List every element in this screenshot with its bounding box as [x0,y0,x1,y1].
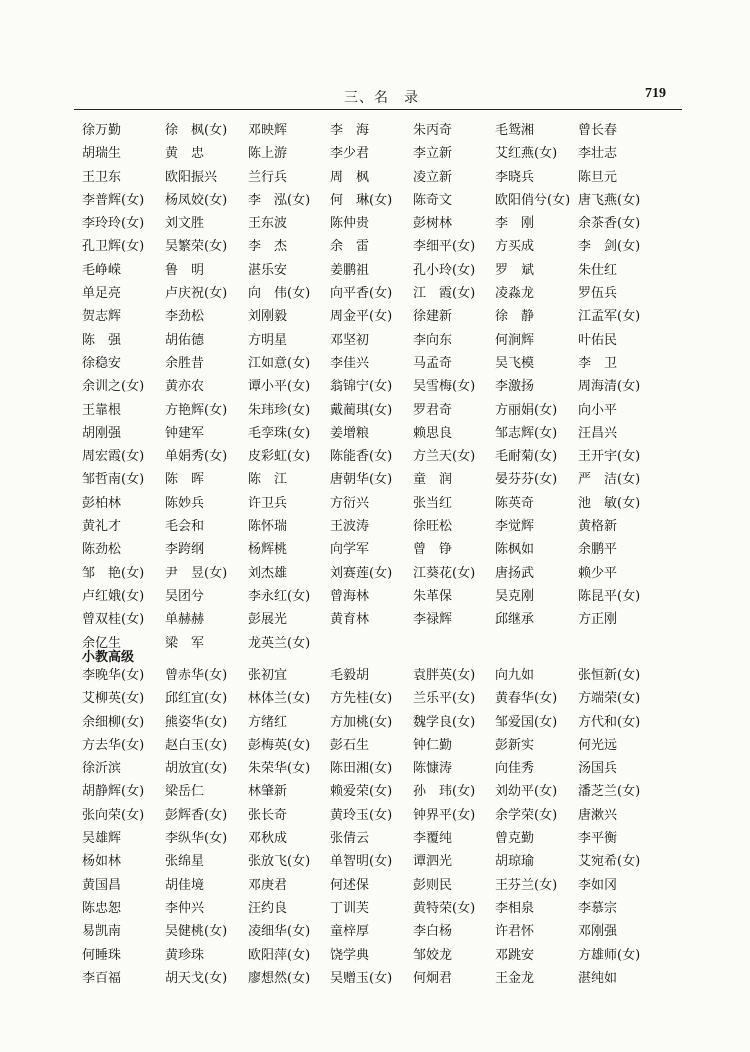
name-entry: 张绵星 [165,854,205,870]
name-row [0,422,750,445]
name-entry: 彭展光 [248,612,288,628]
name-entry: 毛峥嵘 [82,262,122,278]
name-row [0,119,750,142]
name-entry: 李跨纲 [165,542,205,558]
name-entry: 余 雷 [330,239,370,255]
name-entry: 陈劲松 [82,542,122,558]
name-entry: 李纵华(女) [165,831,228,847]
name-entry: 吴繁荣(女) [165,239,228,255]
name-entry: 谭小平(女) [248,379,311,395]
name-entry: 方雄师(女) [578,947,641,963]
name-entry: 翁锦宁(女) [330,379,393,395]
name-entry: 张向荣(女) [82,807,145,823]
name-entry: 黄亦农 [165,379,205,395]
name-entry: 江如意(女) [248,355,311,371]
name-entry: 赖思良 [413,425,453,441]
name-entry: 徐稳安 [82,355,122,371]
name-entry: 陈能香(女) [330,449,393,465]
name-entry: 张恒新(女) [578,668,641,683]
name-entry: 艾红燕(女) [495,146,558,162]
name-entry: 余胜昔 [165,355,205,371]
name-row [0,142,750,165]
name-entry: 吴团兮 [165,588,205,604]
name-entry: 李少君 [330,146,370,162]
name-entry: 王金龙 [495,970,535,986]
name-entry: 袁胖英(女) [413,668,476,683]
name-entry: 王开宇(女) [578,449,641,465]
name-entry: 黄礼才 [82,519,122,535]
name-row [0,468,750,491]
name-entry: 孙 玮(女) [413,784,476,800]
name-entry: 陈英奇 [495,495,535,511]
name-entry: 吴赠玉(女) [330,970,393,986]
name-entry: 许君怀 [495,924,535,940]
name-entry: 欧阳振兴 [165,169,218,185]
name-entry: 王波涛 [330,519,370,535]
name-entry: 池 敏(女) [578,495,641,511]
name-entry: 邹姣龙 [413,947,453,963]
name-entry: 黄珍珠 [165,947,205,963]
name-entry: 严 洁(女) [578,472,641,488]
name-entry: 黄玲玉(女) [330,807,393,823]
name-entry: 向 伟(女) [248,286,311,302]
name-entry: 张初宜 [248,668,288,683]
name-entry: 周 枫 [330,169,370,185]
name-entry: 李慕宗 [578,900,618,916]
name-entry: 江孟军(女) [578,309,641,325]
name-entry: 张放飞(女) [248,854,311,870]
name-entry: 梁 军 [165,635,205,651]
name-entry: 戴蔺琪(女) [330,402,393,418]
name-entry: 单娟秀(女) [165,449,228,465]
name-entry: 周海清(女) [578,379,641,395]
name-entry: 何述保 [330,877,370,893]
name-entry: 兰行兵 [248,169,288,185]
name-entry: 陈枫如 [495,542,535,558]
name-row [0,850,750,873]
name-entry: 徐沂滨 [82,761,122,777]
name-entry: 刘杰雄 [248,565,288,581]
name-entry: 向小平 [578,402,618,418]
name-entry: 方兰天(女) [413,449,476,465]
name-entry: 李壮志 [578,146,618,162]
name-entry: 李 剑(女) [578,239,641,255]
section-title: 三、名 录 [344,90,419,106]
name-entry: 李佳兴 [330,355,370,371]
name-entry: 何涧辉 [495,332,535,348]
name-entry: 彭梅英(女) [248,737,311,753]
name-entry: 陈奇文 [413,192,453,208]
name-row [0,329,750,352]
name-entry: 徐 枫(女) [165,123,228,138]
name-entry: 李 刚 [495,216,535,232]
name-entry: 杨辉桃 [248,542,288,558]
name-row [0,445,750,468]
name-entry: 李平衡 [578,831,618,847]
name-row [0,920,750,943]
name-entry: 曾双桂(女) [82,612,145,628]
name-entry: 何炯君 [413,970,453,986]
name-entry: 李 泓(女) [248,192,311,208]
name-row [0,585,750,608]
name-entry: 朱革保 [413,588,453,604]
name-entry: 方加桃(女) [330,714,393,730]
name-entry: 罗 斌 [495,262,535,278]
name-entry: 朱丙奇 [413,123,453,138]
page-number: 719 [645,86,666,101]
name-entry: 朱荣华(女) [248,761,311,777]
name-entry: 童 润 [413,472,453,488]
name-entry: 凌立新 [413,169,453,185]
name-entry: 向佳秀 [495,761,535,777]
name-entry: 马孟奇 [413,355,453,371]
name-entry: 黄育林 [330,612,370,628]
name-entry: 姜鹏祖 [330,262,370,278]
name-entry: 王卫东 [82,169,122,185]
header-rule [74,109,682,110]
name-entry: 胡瑞生 [82,146,122,162]
name-entry: 王芬兰(女) [495,877,558,893]
name-entry: 单赫赫 [165,612,205,628]
name-entry: 曾克勤 [495,831,535,847]
page-header [0,78,750,108]
name-row [0,235,750,258]
name-entry: 陈仲贵 [330,216,370,232]
name-entry: 晏芬芬(女) [495,472,558,488]
name-entry: 徐建新 [413,309,453,325]
name-entry: 刘刚毅 [248,309,288,325]
name-entry: 艾宛希(女) [578,854,641,870]
name-entry: 邱红宜(女) [165,691,228,707]
name-entry: 刘赛莲(女) [330,565,393,581]
name-row [0,259,750,282]
name-entry: 毛耐菊(女) [495,449,558,465]
name-row [0,515,750,538]
name-entry: 曾长春 [578,123,618,138]
name-entry: 谭泗光 [413,854,453,870]
name-entry: 周金平(女) [330,309,393,325]
name-entry: 陈 江 [248,472,288,488]
name-entry: 叶佑民 [578,332,618,348]
name-entry: 陈慷涛 [413,761,453,777]
name-entry: 向平香(女) [330,286,393,302]
name-entry: 彭则民 [413,877,453,893]
name-entry: 张当红 [413,495,453,511]
name-entry: 方正刚 [578,612,618,628]
name-entry: 李 卫 [578,355,618,371]
name-entry: 兰乐平(女) [413,691,476,707]
name-entry: 方衍兴 [330,495,370,511]
name-entry: 廖想然(女) [248,970,311,986]
name-entry: 曾赤华(女) [165,668,228,683]
name-row [0,375,750,398]
name-entry: 凌细华(女) [248,924,311,940]
name-entry: 彭辉香(女) [165,807,228,823]
name-entry: 江 霞(女) [413,286,476,302]
name-entry: 贺志辉 [82,309,122,325]
name-entry: 陈 强 [82,332,122,348]
name-entry: 邓庚君 [248,877,288,893]
name-entry: 杨如林 [82,854,122,870]
subheading: 小教高级 [82,650,135,665]
name-entry: 毛会和 [165,519,205,535]
name-row [0,352,750,375]
name-entry: 李晚华(女) [82,668,145,683]
name-entry: 朱仕红 [578,262,618,278]
name-row [0,804,750,827]
name-entry: 方去华(女) [82,737,145,753]
name-entry: 何睡珠 [82,947,122,963]
name-entry: 方先桂(女) [330,691,393,707]
name-entry: 鲁 明 [165,262,205,278]
name-entry: 欧阳俏兮(女) [495,192,571,208]
name-entry: 何光远 [578,737,618,753]
name-entry: 吴飞模 [495,355,535,371]
name-row [0,780,750,803]
name-entry: 王东波 [248,216,288,232]
name-row [0,897,750,920]
name-entry: 李永红(女) [248,588,311,604]
name-entry: 方丽娟(女) [495,402,558,418]
name-entry: 余鹏平 [578,542,618,558]
name-entry: 邓刚强 [578,924,618,940]
name-entry: 黄国昌 [82,877,122,893]
name-row [0,492,750,515]
name-entry: 汪约良 [248,900,288,916]
name-row [0,538,750,561]
name-entry: 邹哲南(女) [82,472,145,488]
name-entry: 李立新 [413,146,453,162]
name-row [0,967,750,990]
name-entry: 方明星 [248,332,288,348]
name-entry: 潘芝兰(女) [578,784,641,800]
name-list-b [0,664,750,990]
name-entry: 胡佳境 [165,877,205,893]
name-entry: 方绪红 [248,714,288,730]
name-entry: 曾 铮 [413,542,453,558]
name-entry: 陈昆平(女) [578,588,641,604]
name-row [0,212,750,235]
name-entry: 单智明(女) [330,854,393,870]
name-row [0,687,750,710]
name-entry: 钟界平(女) [413,807,476,823]
name-entry: 方端荣(女) [578,691,641,707]
name-entry: 陈怀瑞 [248,519,288,535]
name-entry: 艾柳英(女) [82,691,145,707]
name-entry: 彭石生 [330,737,370,753]
name-entry: 王靠根 [82,402,122,418]
name-entry: 邓坚初 [330,332,370,348]
name-row [0,189,750,212]
name-entry: 向九如 [495,668,535,683]
name-entry: 李 海 [330,123,370,138]
name-entry: 皮彩虹(女) [248,449,311,465]
name-row [0,305,750,328]
name-entry: 李劲松 [165,309,205,325]
name-entry: 易凯南 [82,924,122,940]
name-entry: 罗君奇 [413,402,453,418]
name-entry: 胡佑德 [165,332,205,348]
name-entry: 姜增粮 [330,425,370,441]
name-entry: 饶学典 [330,947,370,963]
name-entry: 黄特荣(女) [413,900,476,916]
name-row [0,827,750,850]
name-entry: 邹爱国(女) [495,714,558,730]
name-entry: 彭新实 [495,737,535,753]
name-entry: 卢庆祝(女) [165,286,228,302]
name-entry: 曾海林 [330,588,370,604]
name-row [0,282,750,305]
name-entry: 刘文胜 [165,216,205,232]
name-entry: 陈妙兵 [165,495,205,511]
name-entry: 汤国兵 [578,761,618,777]
name-entry: 龙英兰(女) [248,635,311,651]
name-entry: 湛纯如 [578,970,618,986]
name-entry: 李百福 [82,970,122,986]
name-entry: 胡琼瑜 [495,854,535,870]
name-row [0,562,750,585]
name-entry: 罗伍兵 [578,286,618,302]
name-entry: 黄春华(女) [495,691,558,707]
name-entry: 欧阳萍(女) [248,947,311,963]
name-entry: 李相泉 [495,900,535,916]
name-entry: 彭柏林 [82,495,122,511]
name-entry: 陈忠恕 [82,900,122,916]
name-row [0,608,750,631]
name-entry: 胡放宜(女) [165,761,228,777]
name-entry: 徐万勤 [82,123,122,138]
name-entry: 李 杰 [248,239,288,255]
name-entry: 胡天戈(女) [165,970,228,986]
name-entry: 黄 忠 [165,146,205,162]
name-entry: 孔小玲(女) [413,262,476,278]
name-entry: 陈田湘(女) [330,761,393,777]
name-entry: 吴雪梅(女) [413,379,476,395]
name-entry: 李白杨 [413,924,453,940]
name-entry: 熊姿华(女) [165,714,228,730]
name-entry: 卢红娥(女) [82,588,145,604]
name-entry: 方艳辉(女) [165,402,228,418]
name-entry: 何 琳(女) [330,192,393,208]
name-entry: 邓映辉 [248,123,288,138]
name-entry: 魏学良(女) [413,714,476,730]
name-entry: 余茶香(女) [578,216,641,232]
name-entry: 邓跳安 [495,947,535,963]
name-row [0,944,750,967]
name-entry: 尹 昱(女) [165,565,228,581]
name-row [0,399,750,422]
name-entry: 李覆纯 [413,831,453,847]
name-row [0,166,750,189]
name-entry: 吴克刚 [495,588,535,604]
name-entry: 杨凤姣(女) [165,192,228,208]
name-entry: 林体兰(女) [248,691,311,707]
name-entry: 徐旺松 [413,519,453,535]
name-entry: 许卫兵 [248,495,288,511]
name-entry: 李晓兵 [495,169,535,185]
name-entry: 陈旦元 [578,169,618,185]
name-entry: 刘幼平(女) [495,784,558,800]
name-entry: 李如冈 [578,877,618,893]
name-entry: 毛鸳湘 [495,123,535,138]
name-entry: 赖少平 [578,565,618,581]
name-entry: 向学军 [330,542,370,558]
name-entry: 邹志辉(女) [495,425,558,441]
name-entry: 陈上游 [248,146,288,162]
name-entry: 李玲玲(女) [82,216,145,232]
name-row [0,711,750,734]
name-entry: 凌淼龙 [495,286,535,302]
name-entry: 唐漱兴 [578,807,618,823]
name-entry: 李向东 [413,332,453,348]
name-entry: 胡静辉(女) [82,784,145,800]
name-entry: 周宏霞(女) [82,449,145,465]
name-entry: 赵白玉(女) [165,737,228,753]
name-entry: 毛孪珠(女) [248,425,311,441]
name-entry: 李普辉(女) [82,192,145,208]
name-entry: 余亿生 [82,635,122,651]
name-entry: 赖爱荣(女) [330,784,393,800]
name-row [0,734,750,757]
name-entry: 方代和(女) [578,714,641,730]
name-entry: 胡刚强 [82,425,122,441]
name-entry: 李激扬 [495,379,535,395]
name-entry: 李觉辉 [495,519,535,535]
name-entry: 毛毅胡 [330,668,370,683]
name-entry: 陈 晖 [165,472,205,488]
name-entry: 汪昌兴 [578,425,618,441]
name-entry: 林肇新 [248,784,288,800]
name-entry: 彭树林 [413,216,453,232]
name-entry: 余训之(女) [82,379,145,395]
name-entry: 邱继承 [495,612,535,628]
name-entry: 湛乐安 [248,262,288,278]
name-entry: 李细平(女) [413,239,476,255]
name-entry: 余学荣(女) [495,807,558,823]
name-entry: 唐扬武 [495,565,535,581]
name-row [0,757,750,780]
name-entry: 张长奇 [248,807,288,823]
name-entry: 方买成 [495,239,535,255]
name-entry: 张倩云 [330,831,370,847]
name-list-a [0,119,750,655]
name-entry: 吴健桃(女) [165,924,228,940]
name-entry: 邓秋成 [248,831,288,847]
name-row [0,664,750,687]
name-row [0,874,750,897]
name-entry: 钟仁勤 [413,737,453,753]
name-entry: 李仲兴 [165,900,205,916]
name-entry: 李禄辉 [413,612,453,628]
name-entry: 黄格新 [578,519,618,535]
name-entry: 邹 艳(女) [82,565,145,581]
name-entry: 唐朝华(女) [330,472,393,488]
name-entry: 童梓厚 [330,924,370,940]
name-entry: 江葵花(女) [413,565,476,581]
name-entry: 单足亮 [82,286,122,302]
name-entry: 唐飞燕(女) [578,192,641,208]
name-entry: 梁岳仁 [165,784,205,800]
name-entry: 钟建军 [165,425,205,441]
name-entry: 孔卫辉(女) [82,239,145,255]
name-entry: 徐 静 [495,309,535,325]
name-entry: 余细柳(女) [82,714,145,730]
name-entry: 朱玮珍(女) [248,402,311,418]
name-entry: 吴雄辉 [82,831,122,847]
name-entry: 丁训芙 [330,900,370,916]
